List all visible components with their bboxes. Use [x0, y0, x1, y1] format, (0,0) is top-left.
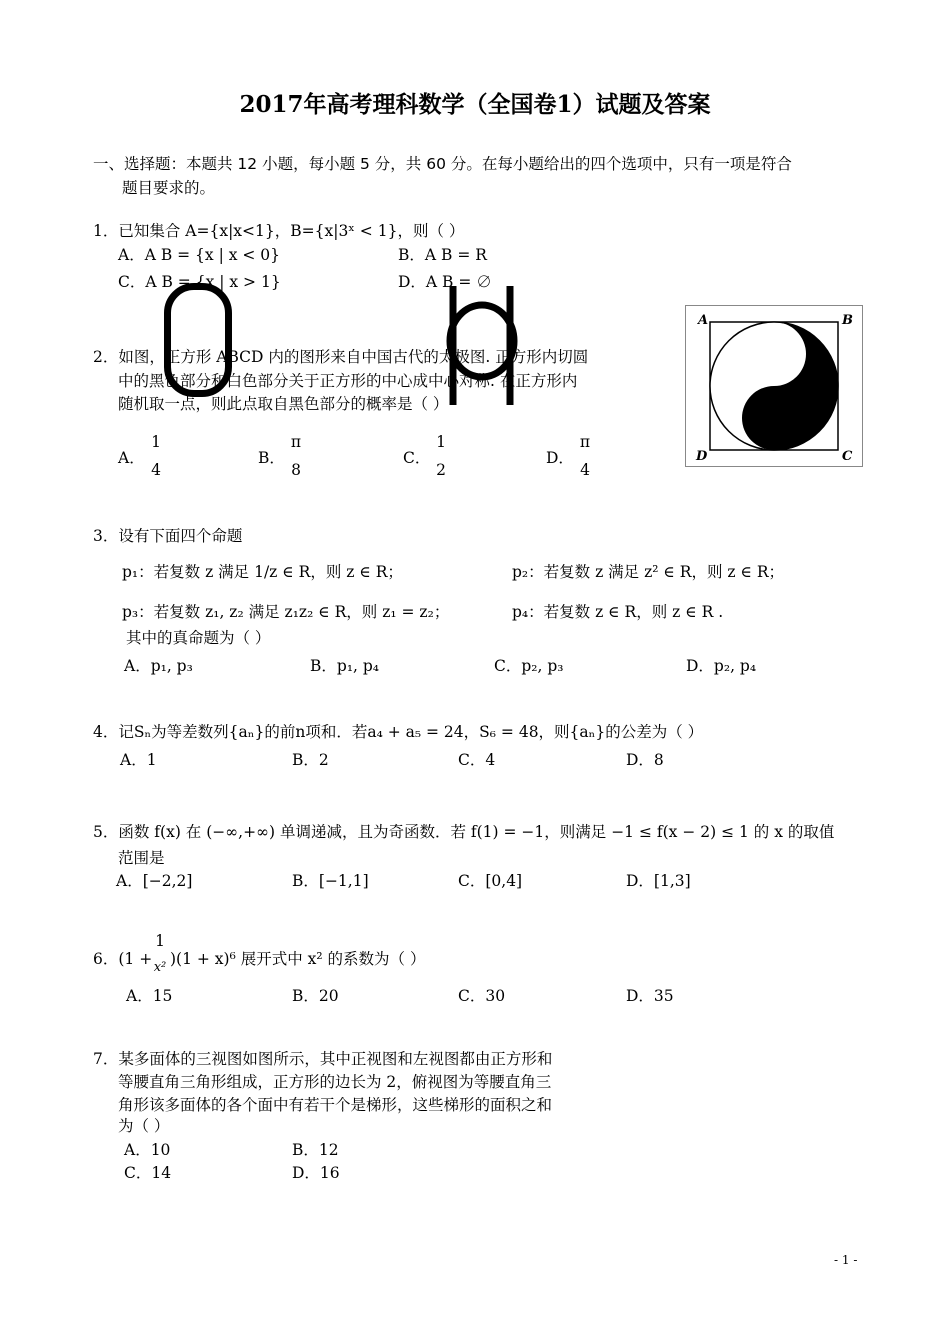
figure-label-d: D — [696, 449, 708, 464]
question-2-option-a-numerator: 1 — [151, 433, 161, 451]
ink-loop-mark — [164, 283, 232, 397]
section-heading: 一、选择题：本题共 12 小题，每小题 5 分，共 60 分。在每小题给出的四个选项中，只有一项是符合 — [93, 155, 792, 173]
question-2-option-b-label: B． — [258, 449, 285, 467]
question-7-line-3: 角形该多面体的各个面中有若干个是梯形，这些梯形的面积之和 — [118, 1096, 553, 1114]
proposition-p3: p₃：若复数 z₁, z₂ 满足 z₁z₂ ∈ R，则 z₁ = z₂； — [122, 603, 450, 621]
question-2-option-d-numerator: π — [579, 433, 591, 451]
question-7-option-d: D．16 — [292, 1164, 340, 1182]
question-7-option-a: A．10 — [124, 1141, 171, 1159]
question-1-option-c: C．A B = {x | x > 1} — [118, 273, 281, 291]
question-7-line-4: 为（ ） — [118, 1117, 170, 1135]
question-7-option-c: C．14 — [124, 1164, 172, 1182]
question-3-ask: 其中的真命题为（ ） — [126, 629, 271, 647]
question-6-option-d: D．35 — [626, 987, 674, 1005]
question-3-option-c: C．p₂, p₃ — [494, 657, 564, 675]
question-4-stem: 4．记Sₙ为等差数列{aₙ}的前n项和．若a₄ + a₅ = 24，S₆ = 48，则{aₙ}的公差为（ ） — [93, 723, 704, 741]
question-7-line-1: 7．某多面体的三视图如图所示，其中正视图和左视图都由正方形和 — [93, 1050, 553, 1068]
proposition-p1: p₁：若复数 z 满足 1/z ∈ R，则 z ∈ R； — [122, 563, 403, 581]
question-4-option-a: A．1 — [120, 751, 157, 769]
proposition-p2: p₂：若复数 z 满足 z² ∈ R，则 z ∈ R； — [512, 563, 785, 581]
question-5-option-b: B．[−1,1] — [292, 872, 369, 890]
taiji-diagram — [686, 306, 862, 466]
question-1-option-b: B．A B = R — [398, 246, 487, 264]
question-1-option-a: A．A B = {x | x < 0} — [118, 246, 281, 264]
question-5-option-c: C．[0,4] — [458, 872, 523, 890]
question-1-stem: 1．已知集合 A={x|x<1}，B={x|3ˣ < 1}，则（ ） — [93, 222, 465, 240]
question-6-option-a: A．15 — [126, 987, 173, 1005]
question-6-suffix: )(1 + x)⁶ 展开式中 x² 的系数为（ ） — [170, 950, 426, 968]
figure-label-b: B — [842, 313, 853, 328]
question-5-option-d: D．[1,3] — [626, 872, 691, 890]
figure-label-a: A — [698, 313, 709, 328]
question-2-line-2: 中的黑色部分和白色部分关于正方形的中心成中心对称. 在正方形内 — [118, 372, 578, 390]
taiji-figure — [685, 305, 863, 467]
question-2-option-d-denominator: 4 — [580, 461, 590, 479]
proposition-p4: p₄：若复数 z ∈ R，则 z ∈ R . — [512, 603, 724, 621]
question-5-option-a: A．[−2,2] — [116, 872, 193, 890]
question-5-line-1: 5．函数 f(x) 在 (−∞,+∞) 单调递减，且为奇函数．若 f(1) = −1，则满足 −1 ≤ f(x − 2) ≤ 1 的 x 的取值 — [93, 823, 835, 841]
question-2-option-a-denominator: 4 — [151, 461, 161, 479]
question-6-prefix: 6．(1 + — [93, 950, 153, 968]
question-3-option-d: D．p₂, p₄ — [686, 657, 757, 675]
question-2-line-3: 随机取一点，则此点取自黑色部分的概率是（ ） — [118, 395, 449, 413]
question-2-line-1: 2．如图，正方形 ABCD 内的图形来自中国古代的太极图. 正方形内切圆 — [93, 348, 589, 366]
question-5-line-2: 范围是 — [118, 849, 165, 867]
figure-label-c: C — [842, 449, 853, 464]
question-2-option-a-label: A． — [118, 449, 145, 467]
question-2-option-b-denominator: 8 — [291, 461, 301, 479]
ink-symbol-mark — [440, 283, 530, 408]
question-4-option-d: D．8 — [626, 751, 664, 769]
question-4-option-c: C．4 — [458, 751, 496, 769]
question-2-option-c-denominator: 2 — [436, 461, 446, 479]
question-7-line-2: 等腰直角三角形组成，正方形的边长为 2，俯视图为等腰直角三 — [118, 1073, 552, 1091]
question-6-option-b: B．20 — [292, 987, 339, 1005]
question-3-stem: 3．设有下面四个命题 — [93, 527, 243, 545]
page-number: - 1 - — [834, 1253, 858, 1267]
question-7-option-b: B．12 — [292, 1141, 339, 1159]
question-2-option-c-label: C． — [403, 449, 431, 467]
page-title: 2017年高考理科数学（全国卷1）试题及答案 — [239, 91, 711, 118]
question-4-option-b: B．2 — [292, 751, 329, 769]
question-1-option-d: D．A B = ∅ — [398, 273, 492, 291]
question-6-fraction-denominator: x² — [153, 960, 167, 975]
question-6-option-c: C．30 — [458, 987, 506, 1005]
question-3-option-b: B．p₁, p₄ — [310, 657, 380, 675]
question-3-option-a: A．p₁, p₃ — [124, 657, 193, 675]
question-2-option-c-numerator: 1 — [436, 433, 446, 451]
question-2-option-b-numerator: π — [290, 433, 302, 451]
question-2-option-d-label: D． — [546, 449, 574, 467]
question-6-fraction-numerator: 1 — [155, 932, 165, 950]
section-heading-cont: 题目要求的。 — [122, 179, 216, 197]
